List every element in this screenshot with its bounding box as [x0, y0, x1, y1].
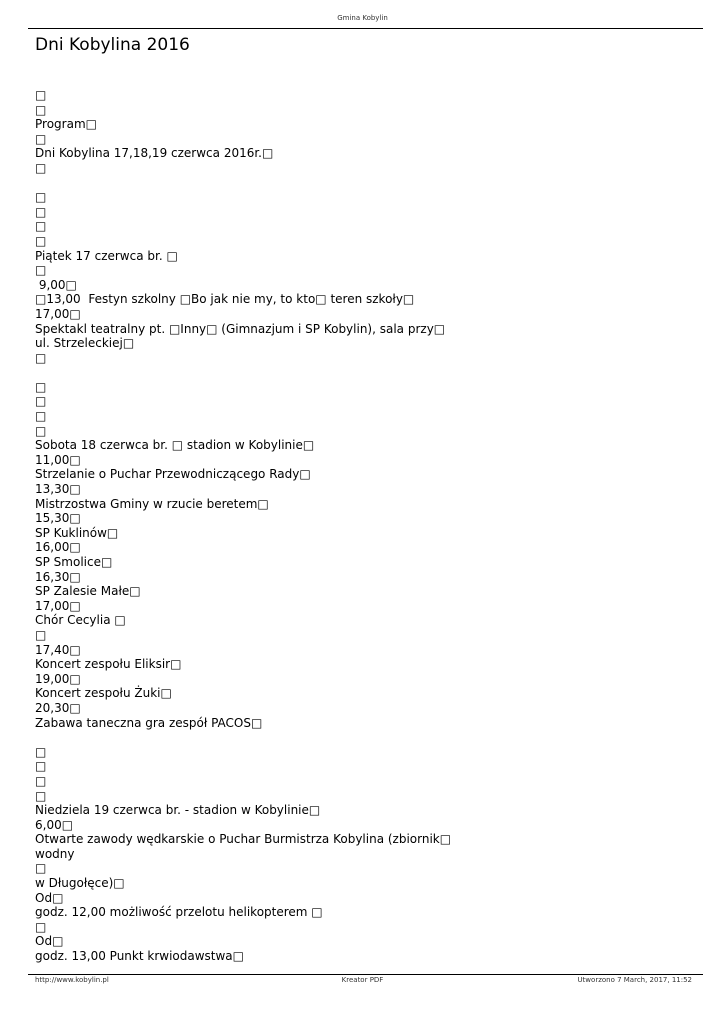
- text-line: Od□: [35, 890, 64, 905]
- text-line: □: [35, 160, 47, 175]
- text-line: □: [35, 788, 47, 803]
- text-line: SP Smolice□: [35, 555, 113, 569]
- header-divider: [28, 28, 703, 29]
- text-line: □: [35, 759, 47, 774]
- text-line: □: [35, 190, 47, 205]
- text-line: 20,30□: [35, 700, 81, 715]
- text-line: □: [35, 263, 47, 278]
- text-line: godz. 13,00 Punkt krwiodawstwa□: [35, 949, 244, 964]
- text-line: □: [35, 773, 47, 788]
- text-line: 19,00□: [35, 671, 81, 686]
- text-line: SP Kuklinów□: [35, 525, 119, 540]
- text-line: Otwarte zawody wędkarskie o Puchar Burmistrza Kobylina (zbiornik□: [35, 832, 452, 847]
- text-line: Od□: [35, 934, 64, 949]
- text-line: □: [35, 131, 47, 146]
- text-line: 15,30□: [35, 511, 81, 526]
- text-line: □: [35, 423, 47, 438]
- text-line: Mistrzostwa Gminy w rzucie beretem□: [35, 496, 269, 511]
- text-line: SP Zalesie Małe□: [35, 584, 141, 599]
- text-line: □: [35, 394, 47, 409]
- text-line: Spektakl teatralny pt. □Inny□ (Gimnazjum i SP Kobylin), sala przy□: [35, 321, 446, 336]
- text-line: □: [35, 379, 47, 394]
- text-line: 9,00□: [35, 277, 77, 292]
- text-line: Program□: [35, 117, 97, 132]
- text-line: 16,30□: [35, 569, 81, 584]
- blank-line: [35, 730, 475, 745]
- page-header: Gmina Kobylin: [337, 14, 388, 22]
- footer-url-link[interactable]: http://www.kobylin.pl: [35, 976, 109, 984]
- text-line: w Długołęce)□: [35, 876, 125, 891]
- text-line: Niedziela 19 czerwca br. - stadion w Kobylinie□: [35, 803, 321, 818]
- text-line: □: [35, 409, 47, 424]
- text-line: 16,00□: [35, 540, 81, 555]
- text-line: □: [35, 88, 47, 102]
- footer-created-date: Utworzono 7 March, 2017, 11:52: [577, 976, 692, 984]
- text-line: □: [35, 204, 47, 219]
- text-line: 17,40□: [35, 642, 81, 657]
- text-line: Dni Kobylina 17,18,19 czerwca 2016r.□: [35, 146, 274, 161]
- text-line: Chór Cecylia □: [35, 613, 126, 628]
- text-line: 13,30□: [35, 482, 81, 497]
- document-body: [35, 88, 475, 964]
- text-line: 17,00□: [35, 598, 81, 613]
- text-line: wodny: [35, 846, 75, 861]
- text-line: □: [35, 219, 47, 234]
- footer-divider: [28, 974, 703, 975]
- text-line: □: [35, 861, 47, 876]
- text-line: 6,00□: [35, 817, 74, 832]
- text-line: godz. 12,00 możliwość przelotu helikopterem □: [35, 905, 323, 920]
- text-line: Piątek 17 czerwca br. □: [35, 248, 178, 263]
- blank-line: [35, 176, 475, 191]
- text-line: Sobota 18 czerwca br. □ stadion w Kobylinie□: [35, 438, 315, 453]
- footer-generator: Kreator PDF: [341, 976, 384, 984]
- text-line: □: [35, 102, 47, 117]
- blank-line: [35, 365, 475, 380]
- page-title: Dni Kobylina 2016: [35, 35, 190, 55]
- text-line: □: [35, 919, 47, 934]
- text-line: □: [35, 233, 47, 248]
- text-line: □: [35, 350, 47, 365]
- text-line: ul. Strzeleckiej□: [35, 336, 135, 351]
- text-line: 11,00□: [35, 452, 81, 467]
- text-line: □: [35, 627, 47, 642]
- text-line: 17,00□: [35, 306, 81, 321]
- text-line: □13,00 Festyn szkolny □Bo jak nie my, to kto□ teren szkoły□: [35, 292, 415, 307]
- text-line: □: [35, 744, 47, 759]
- text-line: Koncert zespołu Żuki□: [35, 686, 172, 701]
- text-line: Koncert zespołu Eliksir□: [35, 657, 182, 672]
- text-line: Strzelanie o Puchar Przewodniczącego Rady□: [35, 467, 311, 482]
- text-line: Zabawa taneczna gra zespół PACOS□: [35, 715, 263, 730]
